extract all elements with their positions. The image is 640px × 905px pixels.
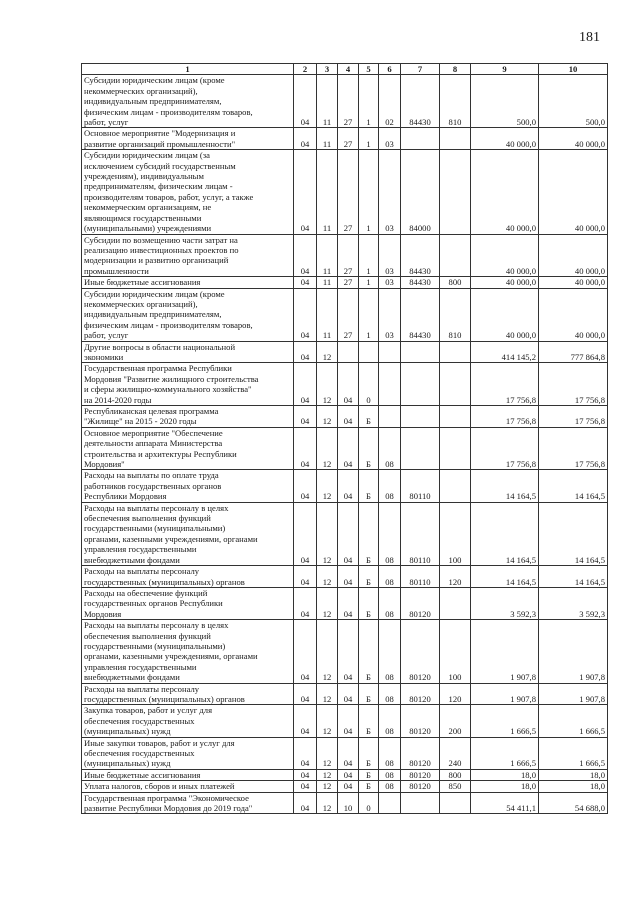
row-name: Расходы на выплаты персоналу в целях обеспечения выполнения функций государственными (муниципальными) органами, казенными учреждениями, органами управления государственными внебюджетными фондами: [82, 502, 294, 565]
event-code: 08: [379, 705, 401, 737]
subsection-code: 11: [317, 234, 338, 277]
section-code: 04: [294, 234, 317, 277]
amount-year-2: 54 688,0: [539, 792, 608, 814]
header-cell: 7: [401, 64, 440, 75]
subprogram-code: Б: [359, 683, 379, 705]
direction-code: 84000: [401, 150, 440, 234]
subsection-code: 11: [317, 150, 338, 234]
row-name: Другие вопросы в области национальной экономики: [82, 341, 294, 363]
event-code: [379, 341, 401, 363]
table-row: [82, 769, 608, 780]
row-name: Иные бюджетные ассигнования: [82, 277, 294, 288]
amount-year-1: 40 000,0: [471, 288, 539, 341]
expense-type-code: 100: [440, 620, 471, 683]
row-name: Расходы на выплаты персоналу в целях обеспечения выполнения функций государственными (муниципальными) органами, казенными учреждениями, органами управления государственными внебюджетными фондами: [82, 620, 294, 683]
amount-year-1: 1 907,8: [471, 620, 539, 683]
program-code: 27: [338, 288, 359, 341]
event-code: 08: [379, 683, 401, 705]
amount-year-1: 54 411,1: [471, 792, 539, 814]
expense-type-code: [440, 234, 471, 277]
program-code: 04: [338, 781, 359, 792]
program-code: [338, 341, 359, 363]
section-code: 04: [294, 277, 317, 288]
table-body: [82, 75, 608, 814]
section-code: 04: [294, 566, 317, 588]
program-code: 04: [338, 683, 359, 705]
program-code: 04: [338, 363, 359, 406]
subprogram-code: 1: [359, 234, 379, 277]
table-row: [82, 587, 608, 619]
subsection-code: 11: [317, 277, 338, 288]
event-code: 08: [379, 566, 401, 588]
amount-year-2: 777 864,8: [539, 341, 608, 363]
expense-type-code: [440, 341, 471, 363]
subsection-code: 12: [317, 363, 338, 406]
amount-year-2: 3 592,3: [539, 587, 608, 619]
header-cell: 1: [82, 64, 294, 75]
section-code: 04: [294, 792, 317, 814]
amount-year-1: 17 756,8: [471, 363, 539, 406]
row-name: Основное мероприятие "Модернизация и развитие организаций промышленности": [82, 128, 294, 150]
subsection-code: 11: [317, 75, 338, 128]
subprogram-code: Б: [359, 502, 379, 565]
amount-year-1: 17 756,8: [471, 427, 539, 470]
table-row: [82, 566, 608, 588]
expense-type-code: 810: [440, 75, 471, 128]
amount-year-2: 1 666,5: [539, 737, 608, 769]
page-number: 181: [579, 30, 600, 45]
amount-year-2: 40 000,0: [539, 288, 608, 341]
amount-year-1: 40 000,0: [471, 277, 539, 288]
expense-type-code: 850: [440, 781, 471, 792]
row-name: Государственная программа Республики Мордовия "Развитие жилищного строительства и сферы жилищно-коммунального хозяйства" на 2014-2020 годы: [82, 363, 294, 406]
subprogram-code: 1: [359, 75, 379, 128]
section-code: 04: [294, 288, 317, 341]
table-row: [82, 705, 608, 737]
amount-year-2: 40 000,0: [539, 277, 608, 288]
subsection-code: 12: [317, 792, 338, 814]
program-code: 04: [338, 587, 359, 619]
expense-type-code: [440, 363, 471, 406]
direction-code: 84430: [401, 75, 440, 128]
direction-code: 80120: [401, 737, 440, 769]
subsection-code: 11: [317, 288, 338, 341]
expense-type-code: [440, 427, 471, 470]
program-code: 04: [338, 737, 359, 769]
row-name: Расходы на обеспечение функций государственных органов Республики Мордовия: [82, 587, 294, 619]
table-row: [82, 363, 608, 406]
table-row: [82, 406, 608, 428]
event-code: 08: [379, 620, 401, 683]
row-name: Расходы на выплаты персоналу государственных (муниципальных) органов: [82, 683, 294, 705]
direction-code: [401, 363, 440, 406]
section-code: 04: [294, 427, 317, 470]
row-name: Уплата налогов, сборов и иных платежей: [82, 781, 294, 792]
event-code: 03: [379, 288, 401, 341]
table-row: [82, 288, 608, 341]
table-row: [82, 781, 608, 792]
event-code: 08: [379, 587, 401, 619]
table-row: [82, 150, 608, 234]
table-row: [82, 234, 608, 277]
row-name: Иные закупки товаров, работ и услуг для обеспечения государственных (муниципальных) нужд: [82, 737, 294, 769]
amount-year-2: 14 164,5: [539, 566, 608, 588]
program-code: 27: [338, 128, 359, 150]
expense-type-code: 800: [440, 769, 471, 780]
expense-type-code: 100: [440, 502, 471, 565]
direction-code: 80120: [401, 705, 440, 737]
table-row: [82, 470, 608, 502]
section-code: 04: [294, 737, 317, 769]
subprogram-code: Б: [359, 737, 379, 769]
section-code: 04: [294, 341, 317, 363]
table-row: [82, 128, 608, 150]
subprogram-code: 1: [359, 288, 379, 341]
amount-year-2: 1 907,8: [539, 683, 608, 705]
header-row: [82, 64, 608, 75]
event-code: 08: [379, 737, 401, 769]
amount-year-1: 414 145,2: [471, 341, 539, 363]
subsection-code: 12: [317, 683, 338, 705]
section-code: 04: [294, 128, 317, 150]
expense-type-code: [440, 792, 471, 814]
expense-type-code: [440, 406, 471, 428]
direction-code: 80120: [401, 769, 440, 780]
subsection-code: 12: [317, 470, 338, 502]
program-code: 10: [338, 792, 359, 814]
direction-code: 84430: [401, 288, 440, 341]
amount-year-1: 14 164,5: [471, 502, 539, 565]
expense-type-code: 800: [440, 277, 471, 288]
amount-year-1: 14 164,5: [471, 566, 539, 588]
section-code: 04: [294, 781, 317, 792]
table-row: [82, 683, 608, 705]
section-code: 04: [294, 502, 317, 565]
expense-type-code: 120: [440, 566, 471, 588]
subprogram-code: Б: [359, 427, 379, 470]
expense-type-code: 200: [440, 705, 471, 737]
header-cell: 8: [440, 64, 471, 75]
header-cell: 2: [294, 64, 317, 75]
header-cell: 10: [539, 64, 608, 75]
subprogram-code: Б: [359, 620, 379, 683]
row-name: Субсидии юридическим лицам (кроме некоммерческих организаций), индивидуальным предпринимателям, физическим лицам - производителям товаров, работ, услуг: [82, 288, 294, 341]
section-code: 04: [294, 705, 317, 737]
direction-code: 80110: [401, 470, 440, 502]
program-code: 04: [338, 427, 359, 470]
amount-year-1: 17 756,8: [471, 406, 539, 428]
amount-year-1: 40 000,0: [471, 234, 539, 277]
subprogram-code: Б: [359, 406, 379, 428]
program-code: 27: [338, 150, 359, 234]
subprogram-code: 0: [359, 792, 379, 814]
event-code: 08: [379, 427, 401, 470]
section-code: 04: [294, 683, 317, 705]
subprogram-code: Б: [359, 769, 379, 780]
subsection-code: 11: [317, 128, 338, 150]
expense-type-code: 120: [440, 683, 471, 705]
direction-code: [401, 406, 440, 428]
event-code: 03: [379, 277, 401, 288]
direction-code: 80120: [401, 683, 440, 705]
row-name: Иные бюджетные ассигнования: [82, 769, 294, 780]
direction-code: 84430: [401, 277, 440, 288]
table-row: [82, 737, 608, 769]
event-code: [379, 406, 401, 428]
amount-year-2: 40 000,0: [539, 128, 608, 150]
amount-year-1: 18,0: [471, 769, 539, 780]
row-name: Субсидии юридическим лицам (кроме некоммерческих организаций), индивидуальным предпринимателям, физическим лицам - производителям товаров, работ, услуг: [82, 75, 294, 128]
amount-year-2: 40 000,0: [539, 150, 608, 234]
header-cell: 9: [471, 64, 539, 75]
subsection-code: 12: [317, 566, 338, 588]
direction-code: 84430: [401, 234, 440, 277]
amount-year-1: 1 907,8: [471, 683, 539, 705]
header-cell: 4: [338, 64, 359, 75]
direction-code: 80110: [401, 502, 440, 565]
section-code: 04: [294, 406, 317, 428]
amount-year-2: 17 756,8: [539, 363, 608, 406]
amount-year-2: 1 666,5: [539, 705, 608, 737]
program-code: 04: [338, 620, 359, 683]
table-row: [82, 620, 608, 683]
amount-year-2: 1 907,8: [539, 620, 608, 683]
section-code: 04: [294, 150, 317, 234]
amount-year-2: 14 164,5: [539, 502, 608, 565]
header-cell: 3: [317, 64, 338, 75]
direction-code: [401, 128, 440, 150]
event-code: 03: [379, 150, 401, 234]
amount-year-1: 40 000,0: [471, 150, 539, 234]
subprogram-code: 1: [359, 277, 379, 288]
expense-type-code: 810: [440, 288, 471, 341]
row-name: Республиканская целевая программа "Жилище" на 2015 - 2020 годы: [82, 406, 294, 428]
subsection-code: 12: [317, 781, 338, 792]
section-code: 04: [294, 470, 317, 502]
subprogram-code: Б: [359, 705, 379, 737]
amount-year-1: 3 592,3: [471, 587, 539, 619]
program-code: 04: [338, 470, 359, 502]
row-name: Субсидии по возмещению части затрат на реализацию инвестиционных проектов по модернизации и развитию организаций промышленности: [82, 234, 294, 277]
event-code: [379, 363, 401, 406]
subsection-code: 12: [317, 705, 338, 737]
expense-type-code: 240: [440, 737, 471, 769]
program-code: 27: [338, 234, 359, 277]
subsection-code: 12: [317, 427, 338, 470]
row-name: Государственная программа "Экономическое развитие Республики Мордовия до 2019 года": [82, 792, 294, 814]
event-code: 03: [379, 234, 401, 277]
section-code: 04: [294, 75, 317, 128]
header-cell: 5: [359, 64, 379, 75]
subsection-code: 12: [317, 587, 338, 619]
event-code: 08: [379, 781, 401, 792]
expense-type-code: [440, 587, 471, 619]
subprogram-code: [359, 341, 379, 363]
direction-code: 80120: [401, 781, 440, 792]
header-cell: 6: [379, 64, 401, 75]
event-code: 03: [379, 128, 401, 150]
program-code: 04: [338, 566, 359, 588]
program-code: 04: [338, 705, 359, 737]
row-name: Закупка товаров, работ и услуг для обеспечения государственных (муниципальных) нужд: [82, 705, 294, 737]
amount-year-2: 17 756,8: [539, 406, 608, 428]
subsection-code: 12: [317, 406, 338, 428]
event-code: 08: [379, 470, 401, 502]
program-code: 04: [338, 502, 359, 565]
subprogram-code: Б: [359, 470, 379, 502]
direction-code: 80110: [401, 566, 440, 588]
amount-year-2: 18,0: [539, 769, 608, 780]
expense-type-code: [440, 128, 471, 150]
amount-year-2: 18,0: [539, 781, 608, 792]
table-row: [82, 502, 608, 565]
subsection-code: 12: [317, 502, 338, 565]
row-name: Основное мероприятие "Обеспечение деятельности аппарата Министерства строительства и архитектуры Республики Мордовия": [82, 427, 294, 470]
program-code: 27: [338, 277, 359, 288]
event-code: 02: [379, 75, 401, 128]
event-code: 08: [379, 502, 401, 565]
subsection-code: 12: [317, 620, 338, 683]
expense-type-code: [440, 150, 471, 234]
subsection-code: 12: [317, 341, 338, 363]
table-row: [82, 277, 608, 288]
program-code: 04: [338, 769, 359, 780]
section-code: 04: [294, 363, 317, 406]
expense-type-code: [440, 470, 471, 502]
amount-year-1: 14 164,5: [471, 470, 539, 502]
amount-year-2: 14 164,5: [539, 470, 608, 502]
direction-code: [401, 792, 440, 814]
direction-code: 80120: [401, 620, 440, 683]
direction-code: [401, 341, 440, 363]
section-code: 04: [294, 620, 317, 683]
table-row: [82, 427, 608, 470]
table-row: [82, 75, 608, 128]
subprogram-code: 1: [359, 128, 379, 150]
amount-year-1: 1 666,5: [471, 737, 539, 769]
subprogram-code: 0: [359, 363, 379, 406]
section-code: 04: [294, 587, 317, 619]
amount-year-1: 1 666,5: [471, 705, 539, 737]
program-code: 27: [338, 75, 359, 128]
table-row: [82, 341, 608, 363]
section-code: 04: [294, 769, 317, 780]
row-name: Расходы на выплаты по оплате труда работников государственных органов Республики Мордовия: [82, 470, 294, 502]
budget-table: [81, 63, 608, 814]
subsection-code: 12: [317, 737, 338, 769]
row-name: Субсидии юридическим лицам (за исключением субсидий государственным учреждениям), индивидуальным предпринимателям, физическим лицам - производителям товаров, работ, услуг, а также некоммерческим организациям, не являющимся государственными (муниципальными) учреждениями: [82, 150, 294, 234]
direction-code: 80120: [401, 587, 440, 619]
amount-year-2: 17 756,8: [539, 427, 608, 470]
row-name: Расходы на выплаты персоналу государственных (муниципальных) органов: [82, 566, 294, 588]
amount-year-2: 500,0: [539, 75, 608, 128]
amount-year-1: 500,0: [471, 75, 539, 128]
event-code: [379, 792, 401, 814]
subprogram-code: Б: [359, 566, 379, 588]
subprogram-code: Б: [359, 587, 379, 619]
amount-year-1: 40 000,0: [471, 128, 539, 150]
table-row: [82, 792, 608, 814]
subprogram-code: 1: [359, 150, 379, 234]
amount-year-1: 18,0: [471, 781, 539, 792]
subsection-code: 12: [317, 769, 338, 780]
amount-year-2: 40 000,0: [539, 234, 608, 277]
event-code: 08: [379, 769, 401, 780]
direction-code: [401, 427, 440, 470]
subprogram-code: Б: [359, 781, 379, 792]
program-code: 04: [338, 406, 359, 428]
